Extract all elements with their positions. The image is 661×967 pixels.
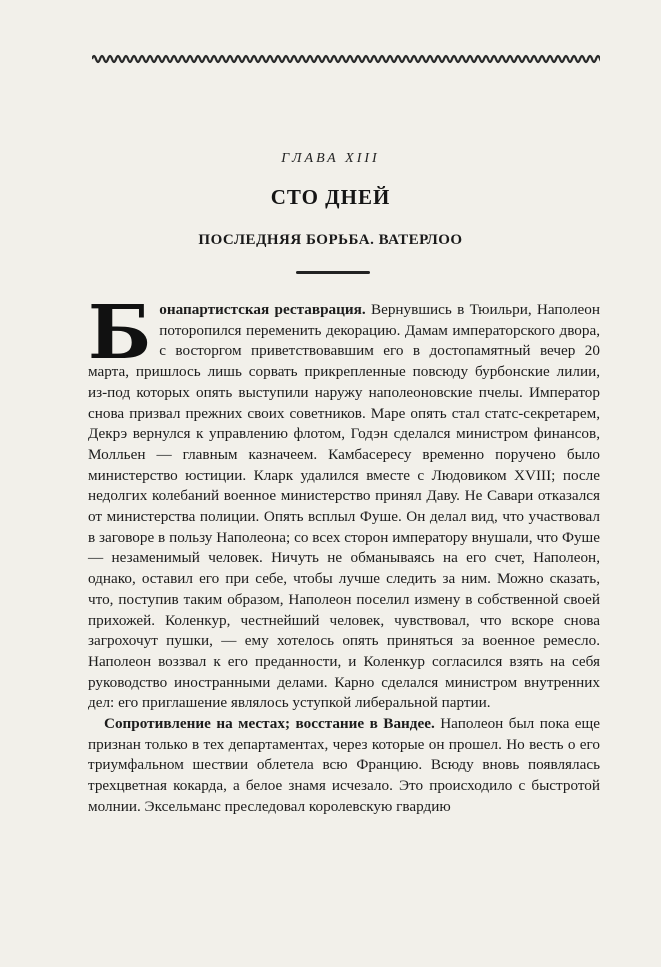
- paragraph: [88, 714, 600, 818]
- section-heading: онапартистская реставрация.: [159, 301, 366, 318]
- wavy-ornament-rule: [92, 52, 600, 66]
- chapter-number: ГЛАВА XIII: [281, 151, 380, 166]
- title-divider: [296, 271, 370, 274]
- paragraph: [88, 290, 600, 714]
- chapter-body: [88, 290, 600, 818]
- paragraph-text: Наполеон был пока еще признан только в тех департаментах, через которые он прошел. Но весть о его триумфальном шествии облетела всю Францию. Всюду вновь появлялась трехцветная кокарда, а белое знамя исчезало. Это происходило с быстротой молнии. Эксельманс преследовал королевскую гвардию: [88, 715, 600, 815]
- paragraph-text: Вернувшись в Тюильри, Наполеон поторопился переменить декорацию. Дамам императорского двора, с восторгом приветствовавшим его в достопамятный вечер 20 марта, пришлось лишь сорвать прикрепленные повсюду бурбонские лилии, из-под которых опять выступили наружу наполеоновские пчелы. Император снова призвал прежних своих советников. Маре опять стал статс-секретарем, Декрэ вернулся к управлению флотом, Годэн сделался министром финансов, Молльен — главным казначеем. Камбасересу временно поручено было министерство юстиции. Кларк удалился вместе с Людовиком XVIII; после недолгих колебаний военное министерство принял Даву. Не Савари отказался от министерства полиции. Опять всплыл Фуше. Он делал вид, что участвовал в заговоре в пользу Наполеона; со всех сторон императору внушали, что Фуше — незаменимый человек. Ничуть не обманываясь на его счет, Наполеон, однако, оставил его при себе, чтобы лучше следить за ним. Можно сказать, что, поступив таким образом, Наполеон поселил измену в собственной своей прихожей. Коленкур, честнейший человек, чувствовал, что вскоре снова загрохочут пушки, — ему хотелось опять приняться за военное ремесло. Наполеон воззвал к его преданности, и Коленкур согласился взять на себя руководство иностранными делами. Карно сделался министром внутренних дел: его приглашение являлось уступкой либеральной партии.: [88, 301, 600, 712]
- chapter-title: СТО ДНЕЙ: [270, 185, 391, 209]
- section-heading: Сопротивление на местах; восстание в Вандее.: [104, 715, 435, 733]
- chapter-subtitle: ПОСЛЕДНЯЯ БОРЬБА. ВАТЕРЛОО: [198, 232, 463, 248]
- drop-cap: Б: [88, 290, 152, 376]
